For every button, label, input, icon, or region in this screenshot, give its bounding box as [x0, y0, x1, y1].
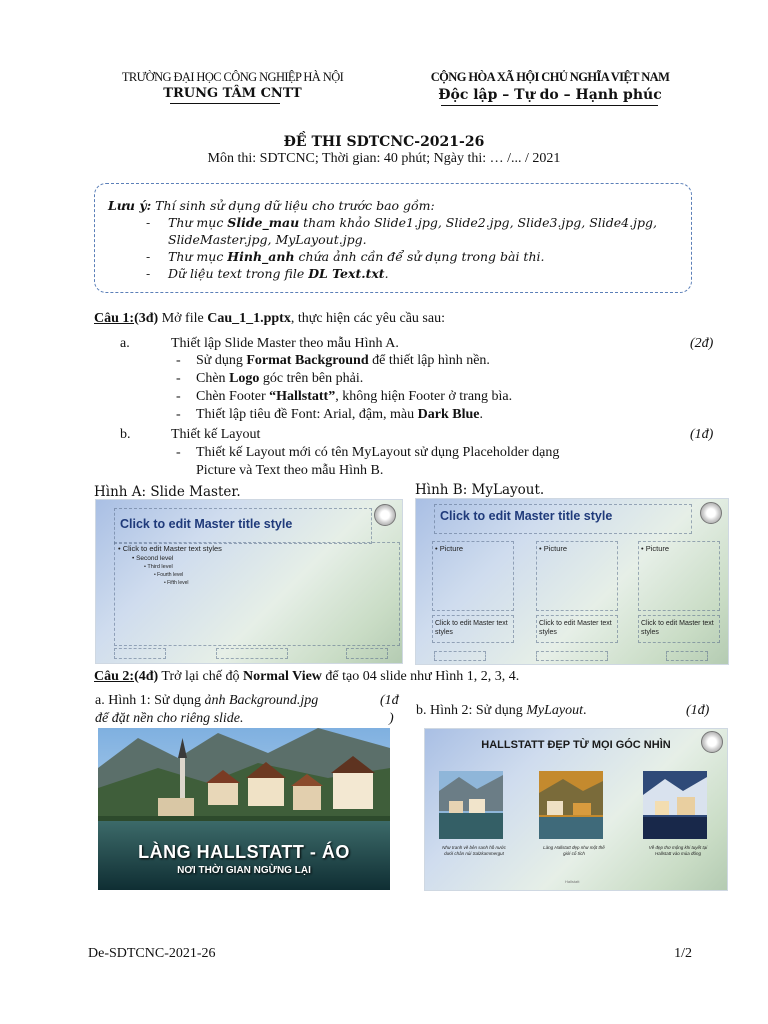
center-underline [170, 103, 280, 104]
center-name: TRUNG TÂM CNTT [163, 86, 302, 101]
q1-a2: Chèn Logo góc trên bên phải. [196, 371, 364, 386]
master-level-1: • Click to edit Master text styles [118, 544, 222, 553]
slide-2-caption-2: Làng Hallstatt đẹp như một thế giới cổ tích [543, 845, 605, 856]
q1-a3-dash: - [176, 389, 181, 404]
question-2-points: (4đ) [134, 669, 159, 684]
question-1-heading: Câu 1:(3đ) Mở file Cau_1_1.pptx, thực hiện các yêu cầu sau: [94, 311, 445, 326]
q1-a-points: (2đ) [690, 336, 714, 351]
note-intro [108, 198, 435, 215]
q1-a3: Chèn Footer “Hallstatt”, không hiện Footer ở trang bìa. [196, 389, 513, 404]
note-dash-1: - [146, 215, 151, 230]
q1-b1-line1: Thiết kế Layout mới có tên MyLayout sử dụng Placeholder dạng [196, 445, 560, 460]
footer-placeholder [216, 648, 288, 659]
date-placeholder [434, 651, 486, 661]
number-placeholder [346, 648, 388, 659]
q2-a-points: (1đ [380, 693, 399, 708]
q1-a4: Thiết lập tiêu đề Font: Arial, đậm, màu Dark Blue. [196, 407, 483, 422]
slide-1-subtitle: NƠI THỜI GIAN NGỪNG LẠI [177, 865, 311, 876]
layout-title: Click to edit Master title style [440, 509, 613, 523]
slide-2-photo-3 [643, 771, 707, 839]
slide-2-image [424, 728, 728, 891]
normal-view-mode: Normal View [242, 669, 322, 684]
question-2-heading: Câu 2:(4đ) Trở lại chế độ Normal View để tạo 04 slide như Hình 1, 2, 3, 4. [94, 669, 520, 684]
slide-2-title: HALLSTATT ĐẸP TỪ MỌI GÓC NHÌN [481, 739, 671, 751]
q1-a2-dash: - [176, 371, 181, 386]
master-title: Click to edit Master title style [120, 517, 293, 531]
text-label-3: Click to edit Master text styles [641, 620, 714, 636]
slide-2-photo-1 [439, 771, 503, 839]
q2-b-text: b. Hình 2: Sử dụng MyLayout. [416, 703, 587, 718]
folder-slide-mau: Slide_mau [227, 215, 300, 230]
picture-label-2: • Picture [539, 544, 568, 553]
page-number: 1/2 [674, 946, 692, 961]
text-label-2: Click to edit Master text styles [539, 620, 612, 636]
note-dash-3: - [146, 266, 151, 281]
date-placeholder [114, 648, 166, 659]
school-name: TRƯỜNG ĐẠI HỌC CÔNG NGHIỆP HÀ NỘI [121, 70, 344, 84]
q1-b-label: b. [120, 427, 131, 442]
q1-b1-line2: Picture và Text theo mẫu Hình B. [196, 463, 384, 478]
master-level-4: • Fourth level [154, 572, 184, 578]
note-dash-2: - [146, 249, 151, 264]
slide-2-caption-3: Về đẹp thơ mộng khi tuyết tại Hallstatt vào mùa đông [648, 845, 708, 856]
exam-subtitle: Môn thi: SDTCNC; Thời gian: 40 phút; Ngày thi: … /... / 2021 [207, 151, 561, 166]
question-1-file: Cau_1_1.pptx [207, 311, 291, 326]
logo-icon [700, 502, 722, 524]
master-level-3: • Third level [144, 564, 173, 570]
q2-b-points: (1đ) [686, 703, 710, 718]
slide-2-footer: Hallstatt [565, 879, 580, 884]
slide-2-photo-2 [539, 771, 603, 839]
note-item-1-cont: SlideMaster.jpg, MyLayout.jpg. [168, 232, 367, 247]
master-level-2: • Second level [132, 555, 174, 562]
q1-a1-dash: - [176, 353, 181, 368]
q2-a-points-close: ) [389, 711, 394, 726]
q1-a4-dash: - [176, 407, 181, 422]
picture-label-1: • Picture [435, 544, 464, 553]
file-dl-text: DL Text.txt [308, 266, 385, 281]
logo-icon [374, 504, 396, 526]
master-level-5: • Fifth level [164, 580, 189, 586]
slide-1-title: LÀNG HALLSTATT - ÁO [138, 842, 350, 862]
republic-name: CỘNG HÒA XÃ HỘI CHỦ NGHĨA VIỆT NAM [430, 70, 670, 84]
q1-b-points: (1đ) [690, 427, 714, 442]
q1-a-label: a. [120, 336, 130, 351]
slide-1-image [98, 728, 390, 890]
exam-title: ĐỀ THI SDTCNC-2021-26 [283, 134, 485, 150]
note-label: Lưu ý: [108, 198, 152, 213]
q1-a-text: Thiết lập Slide Master theo mẫu Hình A. [171, 336, 399, 351]
mylayout-image [415, 498, 729, 665]
question-2-label: Câu 2: [94, 669, 135, 684]
note-item-2: Thư mục Hinh_anh chứa ảnh cần để sử dụng trong bài thi. [168, 249, 545, 264]
figure-b-caption: Hình B: MyLayout. [415, 482, 545, 498]
slide-2-caption-1: Như tranh vẽ bên sanh hồ nước dưới chân núi Salzkammergut [442, 845, 506, 856]
folder-hinh-anh: Hinh_anh [227, 249, 295, 264]
question-1-points: (3đ) [134, 311, 159, 326]
motto-underline [441, 105, 658, 106]
motto: Độc lập – Tự do – Hạnh phúc [438, 87, 662, 103]
note-item-1: Thư mục Slide_mau tham khảo Slide1.jpg, Slide2.jpg, Slide3.jpg, Slide4.jpg, [168, 215, 657, 230]
picture-label-3: • Picture [641, 544, 670, 553]
note-intro-text: Thí sinh sử dụng dữ liệu cho trước bao gồm: [151, 198, 435, 213]
note-item-3: Dữ liệu text trong file DL Text.txt. [168, 266, 389, 281]
q1-b1-dash: - [176, 445, 181, 460]
q2-a-line2: để đặt nền cho riêng slide. [95, 711, 244, 726]
document-code: De-SDTCNC-2021-26 [88, 946, 216, 961]
footer-placeholder [536, 651, 608, 661]
text-label-1: Click to edit Master text styles [435, 620, 508, 636]
number-placeholder [666, 651, 708, 661]
q1-a1: Sử dụng Format Background để thiết lập hình nền. [196, 353, 490, 368]
question-1-label: Câu 1: [94, 311, 135, 326]
slide-master-image [95, 499, 403, 664]
q1-b-text: Thiết kế Layout [171, 427, 261, 442]
figure-a-caption: Hình A: Slide Master. [94, 484, 241, 500]
q2-a-line1: a. Hình 1: Sử dụng ảnh Background.jpg [95, 693, 319, 708]
